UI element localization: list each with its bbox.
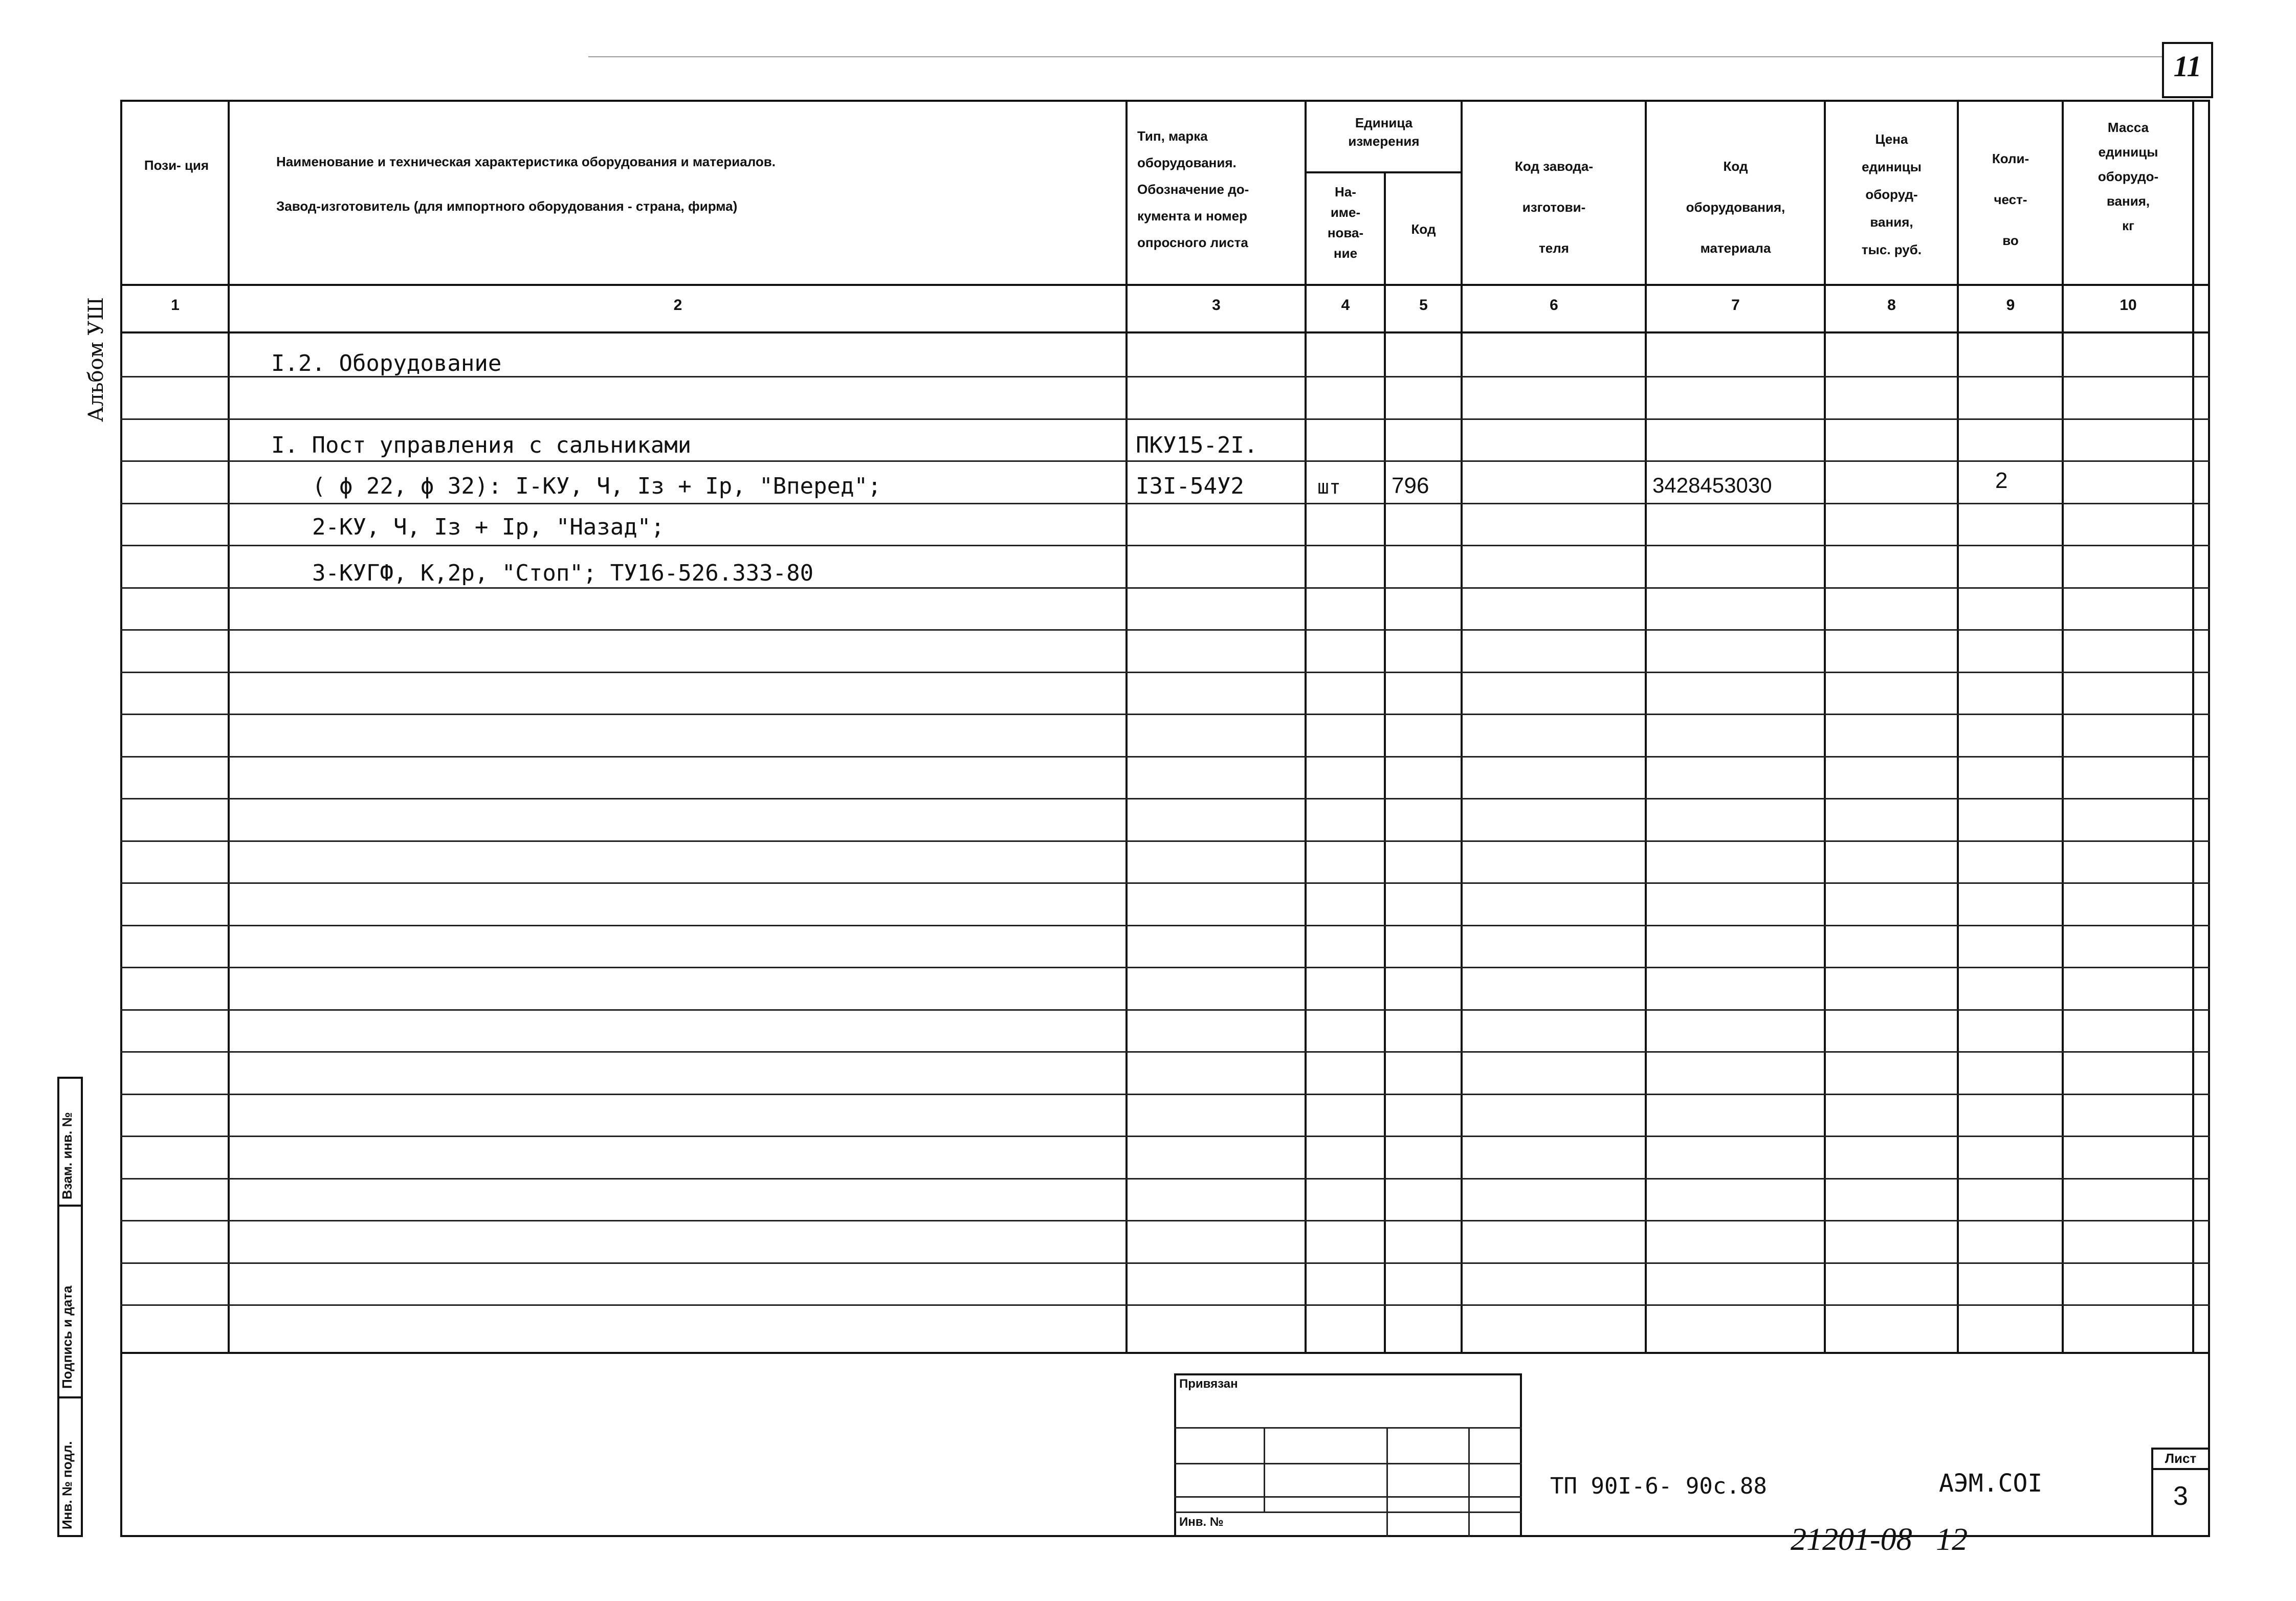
header-col7-line: Код	[1723, 159, 1748, 174]
stamp-vline-2	[1386, 1427, 1388, 1537]
table-row-line	[120, 629, 2210, 631]
main-frame	[120, 100, 2210, 1537]
header-unit-line: Единица	[1355, 115, 1413, 130]
col-number-7: 7	[1731, 297, 1740, 314]
stamp-line-3	[1174, 1496, 1522, 1498]
row-item-unit-code: 796	[1392, 473, 1429, 498]
table-row-line	[120, 1304, 2210, 1306]
header-col9-line: Коли-	[1992, 151, 2029, 166]
header-col10-line: вания,	[2106, 193, 2150, 209]
col-number-6: 6	[1550, 297, 1558, 314]
header-col8-line: Цена	[1875, 131, 1908, 147]
col-line-2	[1125, 100, 1128, 1353]
header-col6	[1463, 146, 1645, 269]
doc-id: АЭМ.СОI	[1939, 1469, 2043, 1498]
header-col9	[1959, 138, 2062, 261]
side-vzam-text: Взам. инв. №	[59, 1112, 75, 1199]
header-col6-line: Код завода-	[1515, 159, 1593, 174]
table-row-line	[120, 1136, 2210, 1137]
row-item-unit: шт	[1317, 476, 1341, 498]
stamp-line-2	[1174, 1463, 1522, 1464]
header-col9-line: во	[2002, 233, 2019, 248]
list-value: 3	[2173, 1481, 2188, 1511]
unit-group-line	[1305, 171, 1461, 173]
header-col3-line: кумента и номер	[1137, 208, 1247, 224]
col-number-9: 9	[2006, 297, 2015, 314]
table-row-line	[120, 587, 2210, 589]
header-col3-line: Тип, марка	[1137, 128, 1208, 144]
col-number-3: 3	[1212, 297, 1221, 314]
table-row-line	[120, 840, 2210, 842]
table-row-line	[120, 925, 2210, 926]
stamp-privyazan: Привязан	[1179, 1377, 1238, 1391]
table-row-line	[120, 1262, 2210, 1264]
col-line-3	[1305, 100, 1307, 1353]
table-row-line	[120, 1009, 2210, 1011]
header-unit-line: измерения	[1348, 134, 1420, 149]
side-podpis-text: Подпись и дата	[59, 1285, 75, 1389]
header-col8-line: оборуд-	[1865, 187, 1918, 202]
list-label: Лист	[2165, 1451, 2197, 1466]
doc-code: ТП 90I-6- 90с.88	[1550, 1473, 1767, 1499]
row-item-qty: 2	[1995, 468, 2008, 493]
row-item-type: ПКУ15-2I.	[1136, 432, 1258, 458]
col-number-4: 4	[1341, 297, 1350, 314]
row-item-name: I. Пост управления с сальниками	[271, 432, 692, 458]
header-col2-line2: Завод-изготовитель (для импортного оборудования - страна, фирма)	[276, 198, 738, 214]
header-bottom-line	[120, 284, 2210, 286]
row-section-title: I.2. Оборудование	[271, 350, 502, 376]
header-col3-line: опросного листа	[1137, 235, 1248, 250]
row-item-spec-3: 3-КУГФ, К,2р, "Стоп"; ТУ16-526.333-80	[312, 560, 814, 586]
table-row-line	[120, 1220, 2210, 1221]
header-col3-line: Обозначение до-	[1137, 182, 1249, 197]
header-col4-line: ние	[1333, 246, 1358, 261]
table-bottom-line	[120, 1352, 2210, 1354]
header-col10-line: кг	[2122, 218, 2134, 233]
row-item-spec: ( ϕ 22, ϕ 32): I-КУ, Ч, Iз + Iр, "Вперед";	[312, 473, 881, 499]
table-row-line	[120, 418, 2210, 420]
table-row-line	[120, 672, 2210, 673]
table-row-line	[120, 1051, 2210, 1053]
header-col1: Пози- ция	[144, 158, 209, 173]
col-line-7	[1824, 100, 1826, 1353]
stamp-line-1	[1174, 1427, 1522, 1429]
side-strip-line-1	[57, 1205, 83, 1207]
col-line-1	[228, 100, 230, 1353]
table-row-line	[120, 967, 2210, 968]
header-col8-line: тыс. руб.	[1861, 242, 1922, 257]
header-col6-line: теля	[1539, 240, 1569, 256]
top-faint-line	[588, 56, 2162, 57]
stamp-inv-no: Инв. №	[1179, 1515, 1224, 1529]
stamp-vline-1	[1264, 1427, 1265, 1511]
col-line-4	[1384, 171, 1386, 1353]
col-line-8	[1957, 100, 1959, 1353]
col-number-8: 8	[1887, 297, 1896, 314]
header-col7-line: оборудования,	[1686, 199, 1785, 215]
side-strip-line-2	[57, 1396, 83, 1398]
table-row-line	[120, 798, 2210, 799]
header-col7	[1647, 146, 1824, 269]
header-col3-line: оборудования.	[1137, 155, 1237, 170]
numbers-row-line	[120, 331, 2210, 333]
table-row-line	[120, 460, 2210, 462]
header-col8-line: вания,	[1870, 214, 1913, 230]
header-col7-line: материала	[1700, 240, 1771, 256]
header-col10-line: единицы	[2098, 144, 2158, 160]
header-unit-group	[1307, 114, 1461, 150]
header-col6-line: изготови-	[1522, 199, 1586, 215]
col-number-10: 10	[2120, 297, 2137, 314]
header-col5: Код	[1411, 221, 1436, 237]
col-line-5	[1461, 100, 1463, 1353]
bottom-code: 21201-08 12	[1791, 1522, 1968, 1557]
row-item-spec-2: 2-КУ, Ч, Iз + Iр, "Назад";	[312, 514, 665, 540]
table-row-line	[120, 1094, 2210, 1095]
table-row-line	[120, 882, 2210, 884]
header-col8	[1826, 125, 1957, 263]
table-row-line	[120, 1178, 2210, 1180]
header-col10	[2064, 115, 2192, 238]
top-sheet-number: 11	[2173, 50, 2202, 83]
header-col9-line: чест-	[1994, 192, 2027, 207]
header-col8-line: единицы	[1862, 159, 1922, 174]
table-row-line	[120, 714, 2210, 715]
row-item-equip-code: 3428453030	[1652, 473, 1772, 497]
header-col4	[1307, 182, 1384, 263]
col-line-6	[1645, 100, 1647, 1353]
col-number-2: 2	[673, 297, 682, 314]
stamp-line-4	[1174, 1511, 1522, 1513]
header-col4-line: име-	[1330, 205, 1361, 220]
header-col3	[1128, 123, 1302, 256]
header-col2-line1: Наименование и техническая характеристика оборудования и материалов.	[276, 154, 776, 169]
side-inv-podl-text: Инв. № подл.	[59, 1441, 75, 1529]
table-row-line	[120, 756, 2210, 758]
table-row-line	[120, 503, 2210, 504]
header-col4-line: нова-	[1327, 225, 1364, 240]
col-line-10	[2192, 100, 2194, 1353]
header-col10-line: оборудо-	[2098, 169, 2159, 184]
col-number-1: 1	[171, 297, 180, 314]
row-item-type-cont: I3I-54У2	[1136, 473, 1244, 499]
stamp-vline-3	[1468, 1427, 1470, 1537]
header-col10-line: Масса	[2107, 120, 2149, 135]
col-number-5: 5	[1419, 297, 1428, 314]
header-col4-line: На-	[1335, 184, 1356, 199]
list-box-line	[2151, 1468, 2210, 1470]
table-row-line	[120, 545, 2210, 546]
side-album-text: Альбом УШ	[84, 297, 108, 422]
col-line-9	[2062, 100, 2064, 1353]
